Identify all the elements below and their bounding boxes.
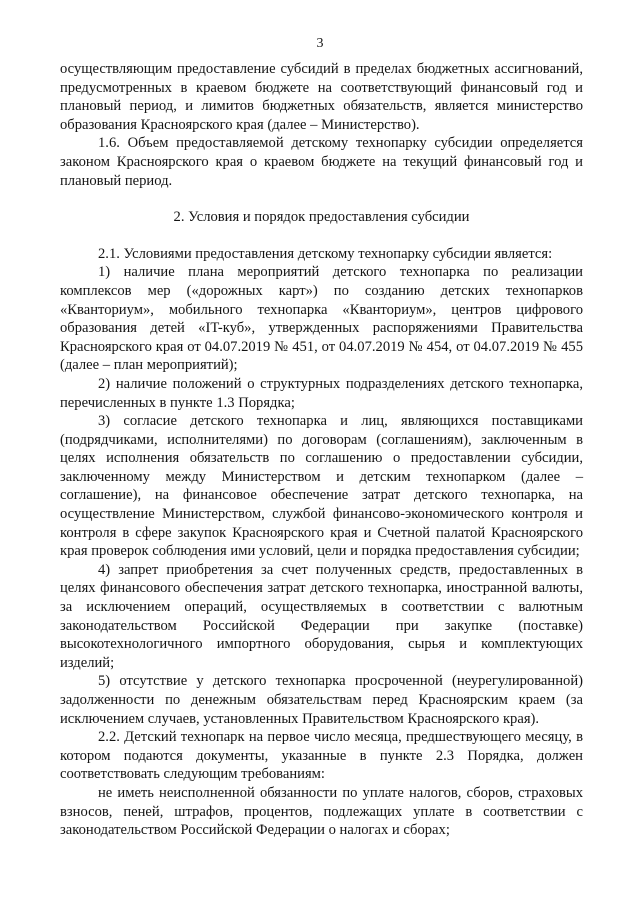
paragraph-2-1-item-5: 5) отсутствие у детского технопарка просроченной (неурегулированной) задолженности по денежным обязательствам перед Красноярским краем (за исключением случаев, установленных Правительством Красноярского края). bbox=[60, 673, 583, 727]
paragraph-2-2: 2.2. Детский технопарк на первое число месяца, предшествующего месяцу, в котором подаются документы, указанные в пункте 2.3 Порядка, должен соответствовать следующим требованиям: bbox=[60, 729, 583, 783]
paragraph-2-1-item-3: 3) согласие детского технопарка и лиц, являющихся поставщиками (подрядчиками, исполнителями) по договорам (соглашениям), заключенным в целях исполнения обязательств по соглашению о предоставлении субсидии, заключенному между Министерством и детским технопарком (далее – соглашение), на финансовое обеспечение затрат детского технопарка, на осуществление Министерством, службой финансово-экономического контроля и контроля в сфере закупок Красноярского края и Счетной палатой Красноярского края проверок соблюдения ими условий, цели и порядка предоставления субсидии; bbox=[60, 413, 583, 560]
section-2-heading: 2. Условия и порядок предоставления субсидии bbox=[173, 209, 470, 226]
document-body bbox=[60, 60, 583, 840]
page-number: 3 bbox=[316, 36, 324, 51]
paragraph-2-1: 2.1. Условиями предоставления детскому технопарку субсидии является: bbox=[98, 245, 553, 262]
paragraph-1-6: 1.6. Объем предоставляемой детскому технопарку субсидии определяется законом Красноярского края о краевом бюджете на текущий финансовый год и плановый период. bbox=[60, 135, 583, 189]
paragraph-2-1-item-4: 4) запрет приобретения за счет полученных средств, предоставленных в целях финансового обеспечения затрат детского технопарка, иностранной валюты, за исключением операций, осуществляемых в соответствии с валютным законодательством Российской Федерации при закупке (поставке) высокотехнологичного импортного оборудования, сырья и комплектующих изделий; bbox=[60, 561, 583, 671]
paragraph-2-1-item-2: 2) наличие положений о структурных подразделениях детского технопарка, перечисленных в пункте 1.3 Порядка; bbox=[60, 375, 583, 411]
paragraph-continuation: осуществляющим предоставление субсидий в пределах бюджетных ассигнований, предусмотренных в краевом бюджете на соответствующий финансовый год и плановый период, и лимитов бюджетных обязательств, является министерство образования Красноярского края (далее – Министерство). bbox=[60, 61, 583, 133]
paragraph-2-1-item-1: 1) наличие плана мероприятий детского технопарка по реализации комплексов мер («дорожных карт») по созданию детских технопарков «Кванториум», мобильного технопарка «Кванториум», центров цифрового образования детей «IT-куб», утвержденных распоряжениями Правительства Красноярского края от 04.07.2019 № 451, от 04.07.2019 № 454, от 04.07.2019 № 455 (далее – план мероприятий); bbox=[60, 264, 583, 374]
paragraph-2-2-requirement-1: не иметь неисполненной обязанности по уплате налогов, сборов, страховых взносов, пеней, штрафов, процентов, подлежащих уплате в соответствии с законодательством Российской Федерации о налогах и сборах; bbox=[60, 784, 583, 839]
